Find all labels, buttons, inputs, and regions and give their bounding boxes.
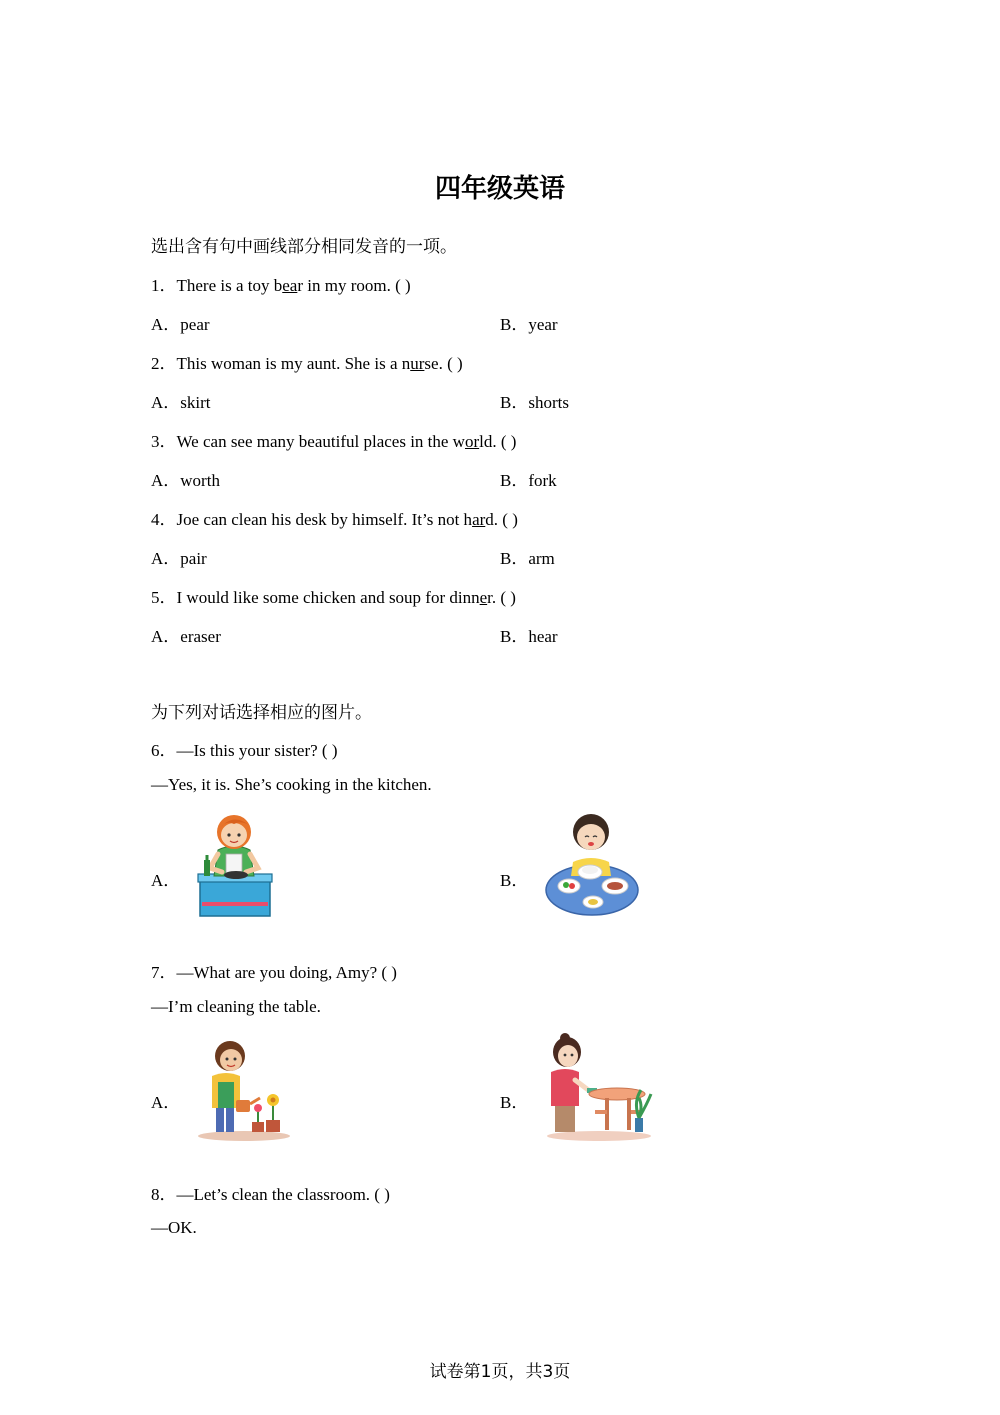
question-7: 7．—What are you doing, Amy? ( ) [151, 963, 397, 982]
q2-option-b: B．shorts [500, 393, 569, 412]
question-6-reply: —Yes, it is. She’s cooking in the kitchen. [151, 775, 432, 794]
section1-instruction: 选出含有句中画线部分相同发音的一项。 [151, 237, 457, 257]
question-7-reply: —I’m cleaning the table. [151, 997, 321, 1016]
q5-option-b: B．hear [500, 627, 558, 646]
q4-option-a: A．pair [151, 549, 207, 568]
q6-option-a: A． [151, 871, 181, 890]
q7-option-b: B． [500, 1093, 529, 1112]
section2-instruction: 为下列对话选择相应的图片。 [151, 703, 372, 723]
question-6: 6．—Is this your sister? ( ) [151, 741, 338, 760]
girl-eating-picture [543, 810, 643, 920]
question-8-reply: —OK. [151, 1218, 197, 1237]
girl-cleaning-table-picture [543, 1032, 655, 1144]
girl-cooking-picture [196, 810, 276, 920]
page-title: 四年级英语 [434, 174, 565, 204]
boy-watering-flowers-picture [196, 1036, 292, 1144]
q4-option-b: B．arm [500, 549, 555, 568]
q1-option-b: B．year [500, 315, 558, 334]
question-3: 3．We can see many beautiful places in the world. ( ) [151, 432, 517, 451]
q3-option-b: B．fork [500, 471, 557, 490]
question-5: 5．I would like some chicken and soup for dinner. ( ) [151, 588, 516, 607]
q5-option-a: A．eraser [151, 627, 221, 646]
q2-option-a: A．skirt [151, 393, 211, 412]
question-4: 4．Joe can clean his desk by himself. It’s not hard. ( ) [151, 510, 518, 529]
question-2: 2．This woman is my aunt. She is a nurse. ( ) [151, 354, 463, 373]
q6-option-b: B． [500, 871, 529, 890]
question-1: 1．There is a toy bear in my room. ( ) [151, 276, 411, 295]
q3-option-a: A．worth [151, 471, 220, 490]
page-footer: 试卷第1页，共3页 [429, 1362, 571, 1382]
q7-option-a: A． [151, 1093, 181, 1112]
q1-option-a: A．pear [151, 315, 210, 334]
question-8: 8．—Let’s clean the classroom. ( ) [151, 1185, 390, 1204]
